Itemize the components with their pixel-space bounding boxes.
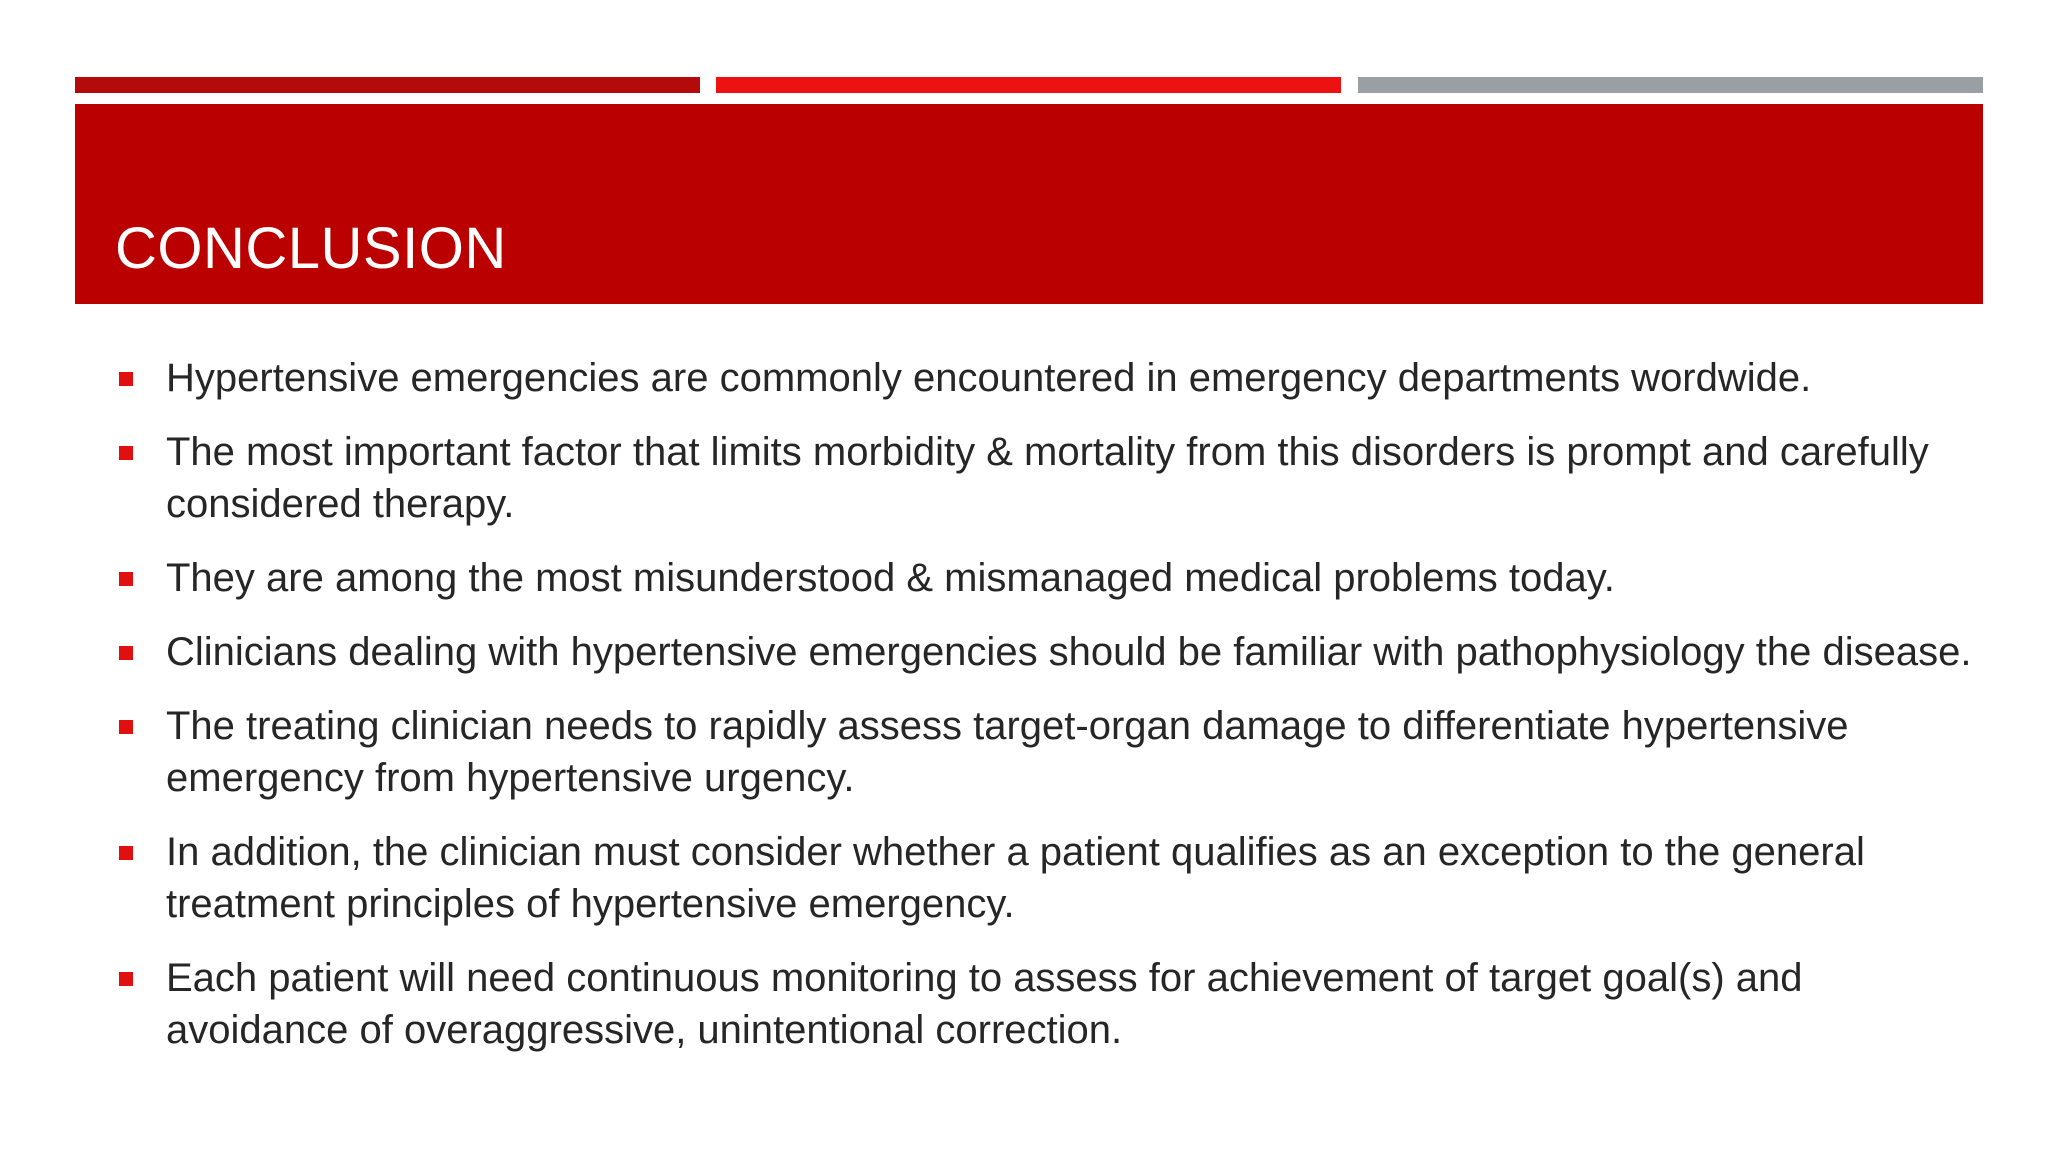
square-bullet-icon bbox=[119, 720, 133, 734]
bullet-text: The most important factor that limits morbidity & mortality from this disorders is prompt and carefully considered therapy. bbox=[166, 430, 1929, 526]
bullet-item bbox=[110, 626, 1980, 678]
square-bullet-icon bbox=[119, 372, 133, 386]
square-bullet-icon bbox=[119, 446, 133, 460]
square-bullet-icon bbox=[119, 572, 133, 586]
accent-bar-red bbox=[716, 77, 1341, 93]
bullet-text: Hypertensive emergencies are commonly encountered in emergency departments wordwide. bbox=[166, 356, 1812, 400]
bullet-item bbox=[110, 552, 1980, 604]
title-band bbox=[75, 104, 1983, 304]
square-bullet-icon bbox=[119, 972, 133, 986]
accent-bar-dark-red bbox=[75, 77, 700, 93]
bullet-text: Clinicians dealing with hypertensive emergencies should be familiar with pathophysiology the disease. bbox=[166, 630, 1972, 674]
bullet-text: Each patient will need continuous monitoring to assess for achievement of target goal(s) and avoidance of overaggressive, unintentional correction. bbox=[166, 956, 1803, 1052]
bullet-item bbox=[110, 952, 1980, 1056]
bullet-item bbox=[110, 426, 1980, 530]
bullet-item bbox=[110, 352, 1980, 404]
square-bullet-icon bbox=[119, 646, 133, 660]
slide-title: CONCLUSION bbox=[115, 216, 507, 281]
bullet-text: In addition, the clinician must consider whether a patient qualifies as an exception to the general treatment principles of hypertensive emergency. bbox=[166, 830, 1865, 926]
square-bullet-icon bbox=[119, 846, 133, 860]
bullet-text: The treating clinician needs to rapidly assess target-organ damage to differentiate hypertensive emergency from hypertensive urgency. bbox=[166, 704, 1849, 800]
accent-bar-gray bbox=[1358, 77, 1983, 93]
bullet-item bbox=[110, 826, 1980, 930]
bullet-item bbox=[110, 700, 1980, 804]
bullet-list bbox=[110, 352, 1980, 1078]
bullet-text: They are among the most misunderstood & mismanaged medical problems today. bbox=[166, 556, 1615, 600]
